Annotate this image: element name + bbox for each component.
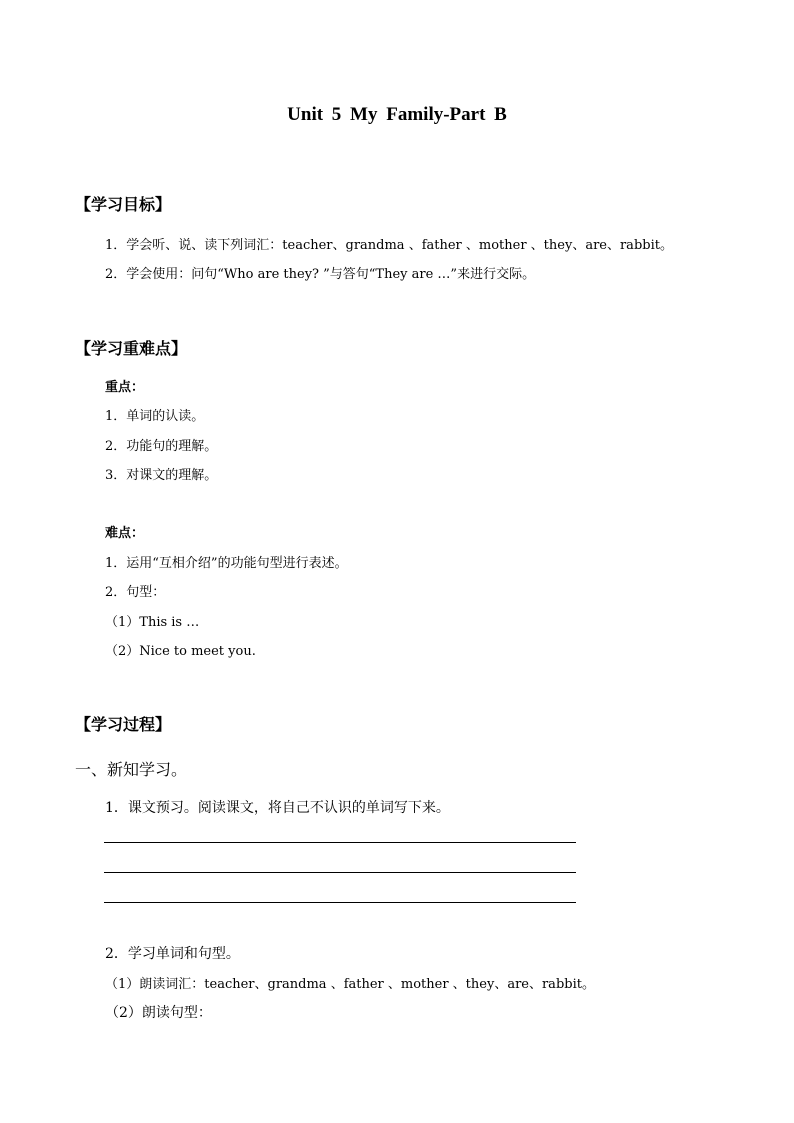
section1-title: 一、新知学习。 bbox=[75, 760, 188, 779]
step1-text: 1．课文预习。阅读课文，将自己不认识的单词写下来。 bbox=[105, 800, 450, 816]
step2-text: 2．学习单词和句型。 bbox=[105, 946, 240, 962]
answer-line-3[interactable] bbox=[104, 902, 576, 903]
difficulty-item-4: （2）Nice to meet you. bbox=[105, 644, 256, 659]
answer-line-2[interactable] bbox=[104, 872, 576, 873]
difficulty-item-2: 2．句型： bbox=[105, 585, 166, 600]
difficulty-item-1: 1．运用“互相介绍”的功能句型进行表述。 bbox=[105, 556, 348, 571]
page-title: Unit 5 My Family-Part B bbox=[287, 104, 507, 125]
step2-item-1: （1）朗读词汇：teacher、grandma 、father 、mother 、they、are、rabbit。 bbox=[105, 977, 595, 992]
focus-item-2: 2．功能句的理解。 bbox=[105, 439, 218, 454]
focus-label: 重点： bbox=[105, 380, 145, 395]
process-heading: 【学习过程】 bbox=[75, 715, 172, 734]
goal-item-2: 2．学会使用：问句“Who are they? ”与答句“They are …”来进行交际。 bbox=[105, 267, 536, 282]
focus-item-1: 1．单词的认读。 bbox=[105, 409, 205, 424]
step2-item-2: （2）朗读句型： bbox=[105, 1005, 212, 1021]
answer-line-1[interactable] bbox=[104, 842, 576, 843]
key-points-heading: 【学习重难点】 bbox=[75, 339, 188, 358]
goal-item-1: 1．学会听、说、读下列词汇：teacher、grandma 、father 、mother 、they、are、rabbit。 bbox=[105, 238, 673, 253]
focus-item-3: 3．对课文的理解。 bbox=[105, 468, 218, 483]
goals-heading: 【学习目标】 bbox=[75, 195, 172, 214]
difficulty-label: 难点： bbox=[105, 526, 145, 541]
difficulty-item-3: （1）This is … bbox=[105, 615, 200, 630]
